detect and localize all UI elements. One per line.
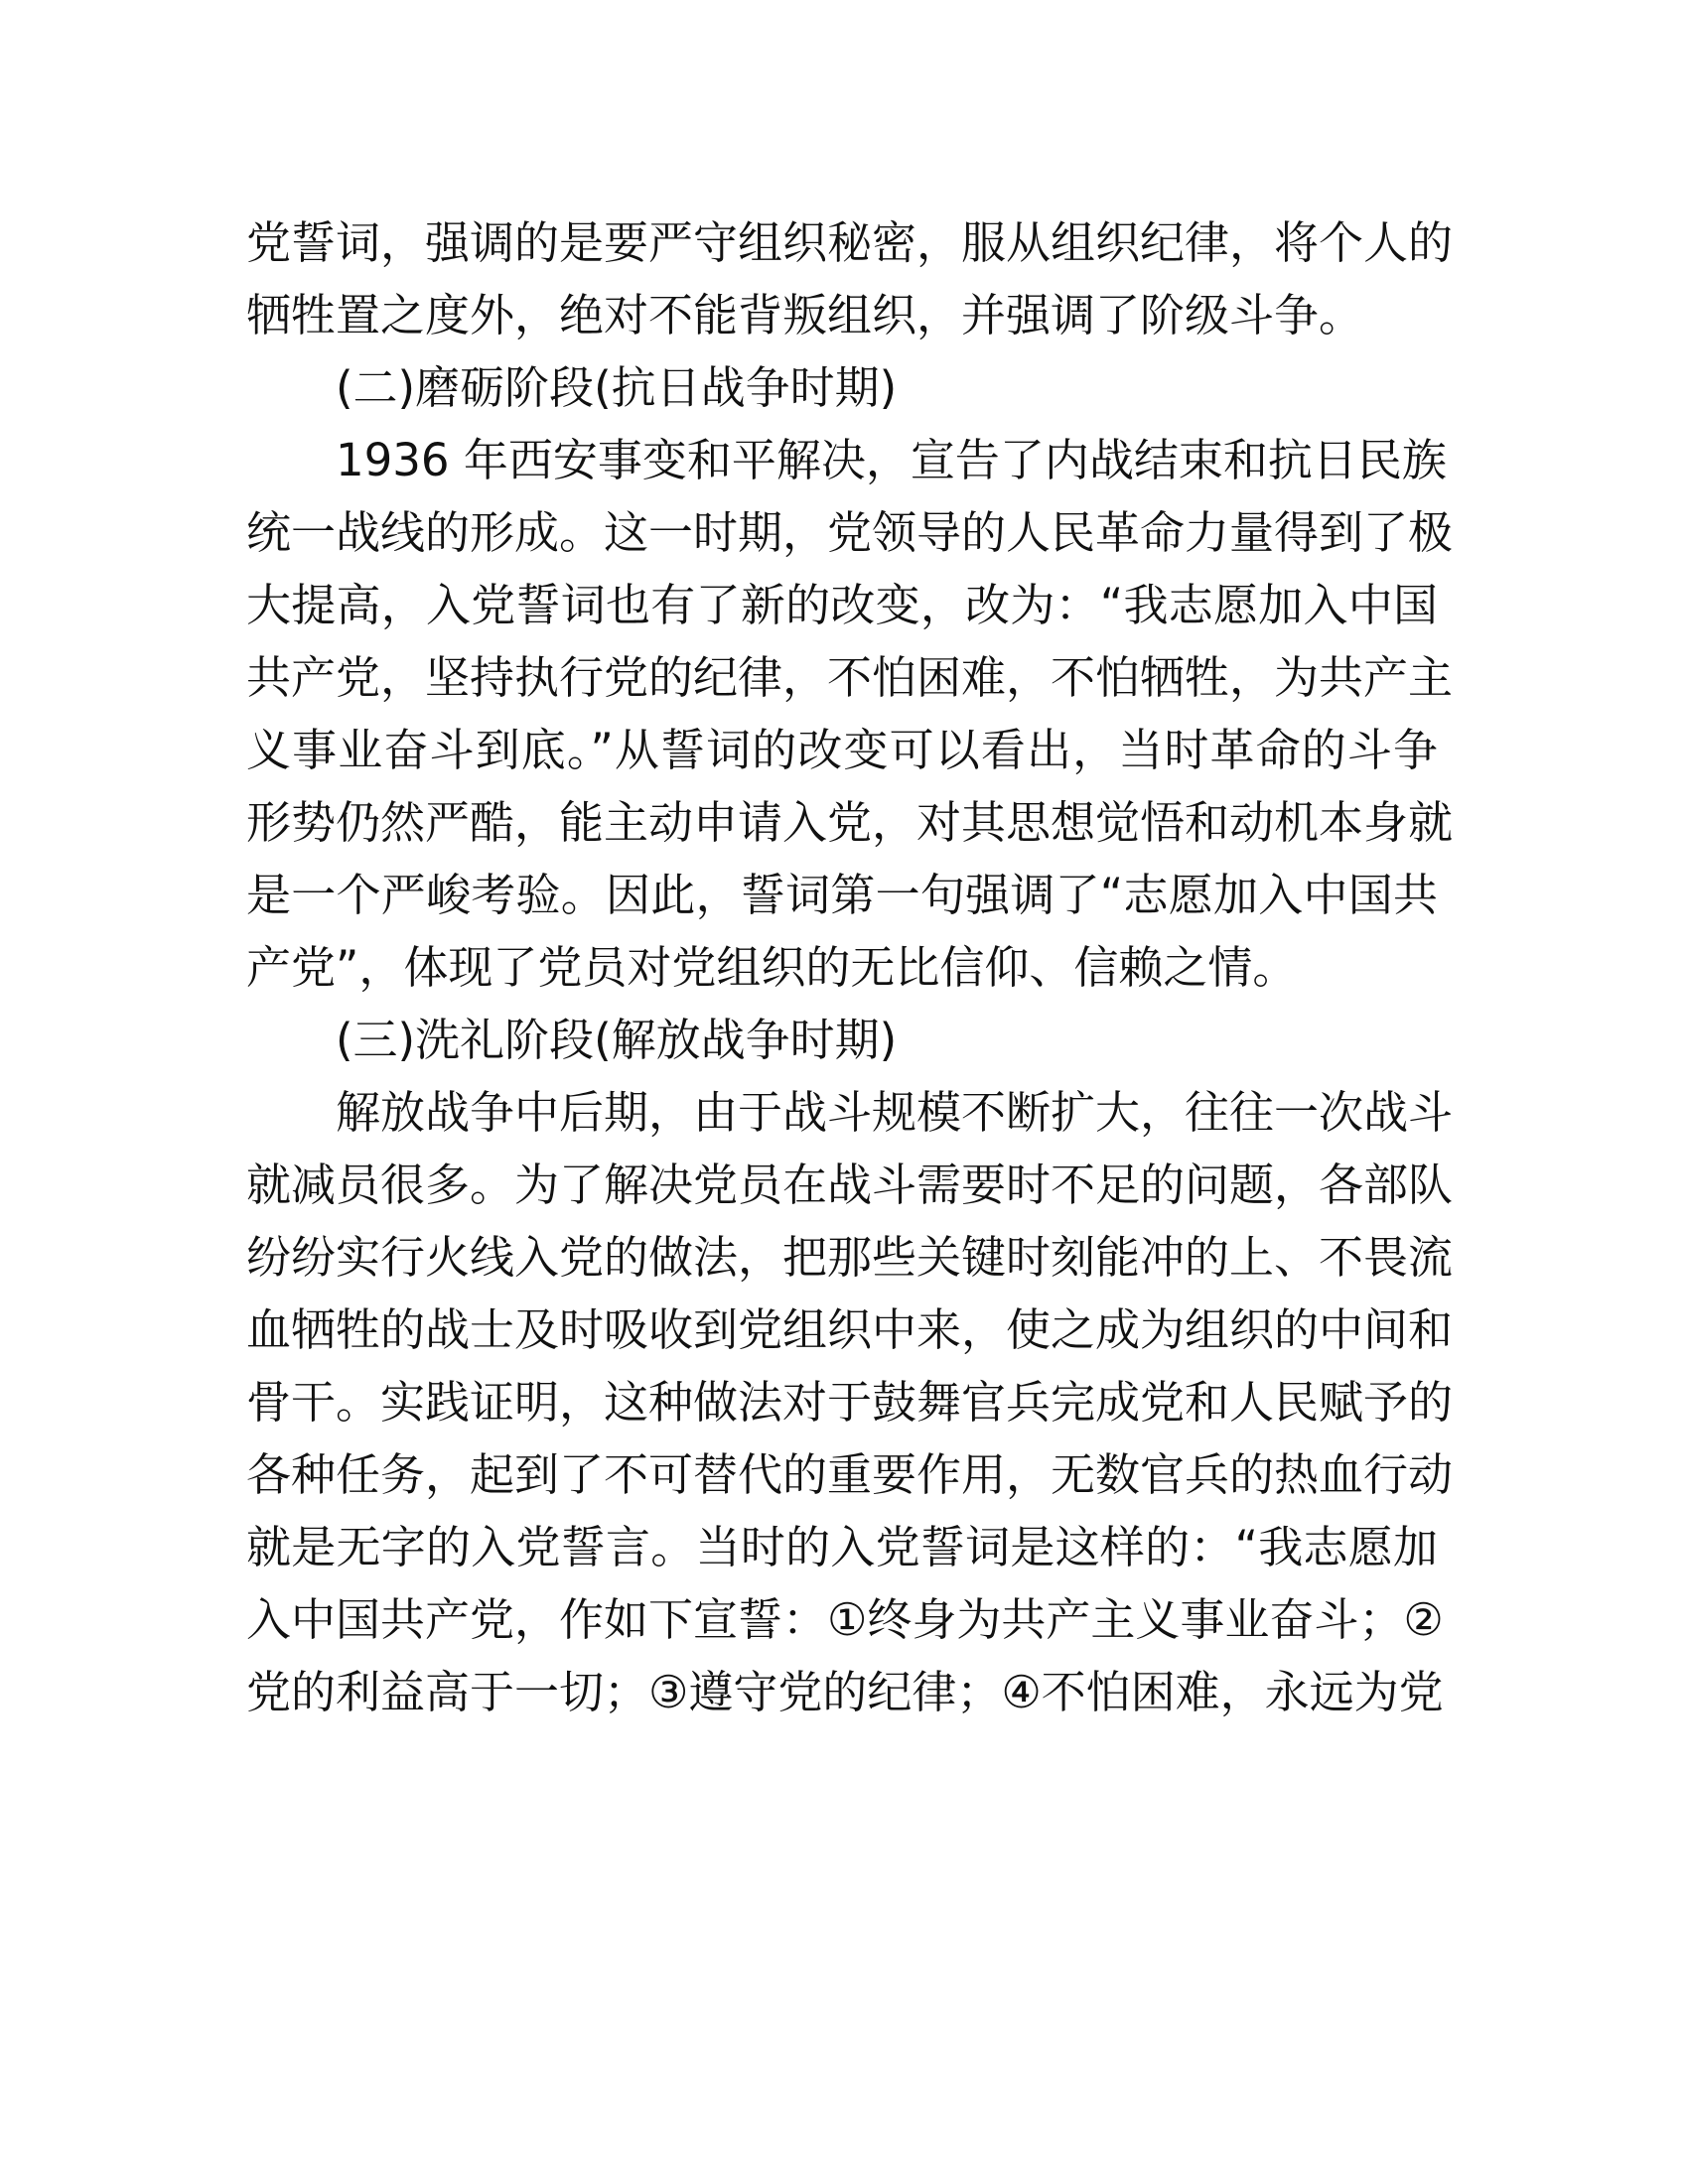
paragraph-oath-continuation [246, 206, 1454, 351]
text-line: 共产党，坚持执行党的纪律，不怕困难，不怕牺牲，为共产主 [246, 651, 1454, 704]
text-line: 党誓词，强调的是要严守组织秘密，服从组织纪律，将个人的 [246, 216, 1454, 269]
text-line: 纷纷实行火线入党的做法，把那些关键时刻能冲的上、不畏流 [246, 1231, 1454, 1284]
text-line: 骨干。实践证明，这种做法对于鼓舞官兵完成党和人民赋予的 [246, 1376, 1454, 1429]
text-line: 就减员很多。为了解决党员在战斗需要时不足的问题，各部队 [246, 1159, 1454, 1211]
paragraph-liberation-war [246, 1076, 1454, 1728]
section-heading-3 [246, 1004, 1438, 1076]
text-line: 各种任务，起到了不可替代的重要作用，无数官兵的热血行动 [246, 1448, 1454, 1501]
text-line: 统一战线的形成。这一时期，党领导的人民革命力量得到了极 [246, 506, 1454, 559]
text-line: 义事业奋斗到底。”从誓词的改变可以看出，当时革命的斗争 [246, 724, 1438, 776]
heading-text: (二)磨砺阶段(抗日战争时期) [336, 361, 898, 414]
text-line: 党的利益高于一切；③遵守党的纪律；④不怕困难，永远为党 [246, 1666, 1444, 1718]
text-line: 牺牲置之度外，绝对不能背叛组织，并强调了阶级斗争。 [246, 289, 1364, 341]
paragraph-anti-japanese-war [246, 424, 1454, 1004]
text-line: 血牺牲的战士及时吸收到党组织中来，使之成为组织的中间和 [246, 1303, 1454, 1356]
text-line: 形势仍然严酷，能主动申请入党，对其思想觉悟和动机本身就 [246, 796, 1454, 849]
text-line: 大提高，入党誓词也有了新的改变，改为：“我志愿加入中国 [246, 579, 1438, 631]
text-line: 产党”，体现了党员对党组织的无比信仰、信赖之情。 [246, 941, 1298, 994]
text-line: 就是无字的入党誓言。当时的入党誓词是这样的：“我志愿加 [246, 1521, 1438, 1573]
text-line: 入中国共产党，作如下宣誓：①终身为共产主义事业奋斗；② [246, 1593, 1444, 1646]
heading-text: (三)洗礼阶段(解放战争时期) [336, 1014, 898, 1066]
document-page [246, 206, 1454, 1728]
text-line: 解放战争中后期，由于战斗规模不断扩大，往往一次战斗 [336, 1086, 1454, 1139]
section-heading-2 [246, 351, 1438, 424]
text-line: 是一个严峻考验。因此，誓词第一句强调了“志愿加入中国共 [246, 869, 1438, 921]
text-line: 1936 年西安事变和平解决，宣告了内战结束和抗日民族 [336, 434, 1447, 486]
